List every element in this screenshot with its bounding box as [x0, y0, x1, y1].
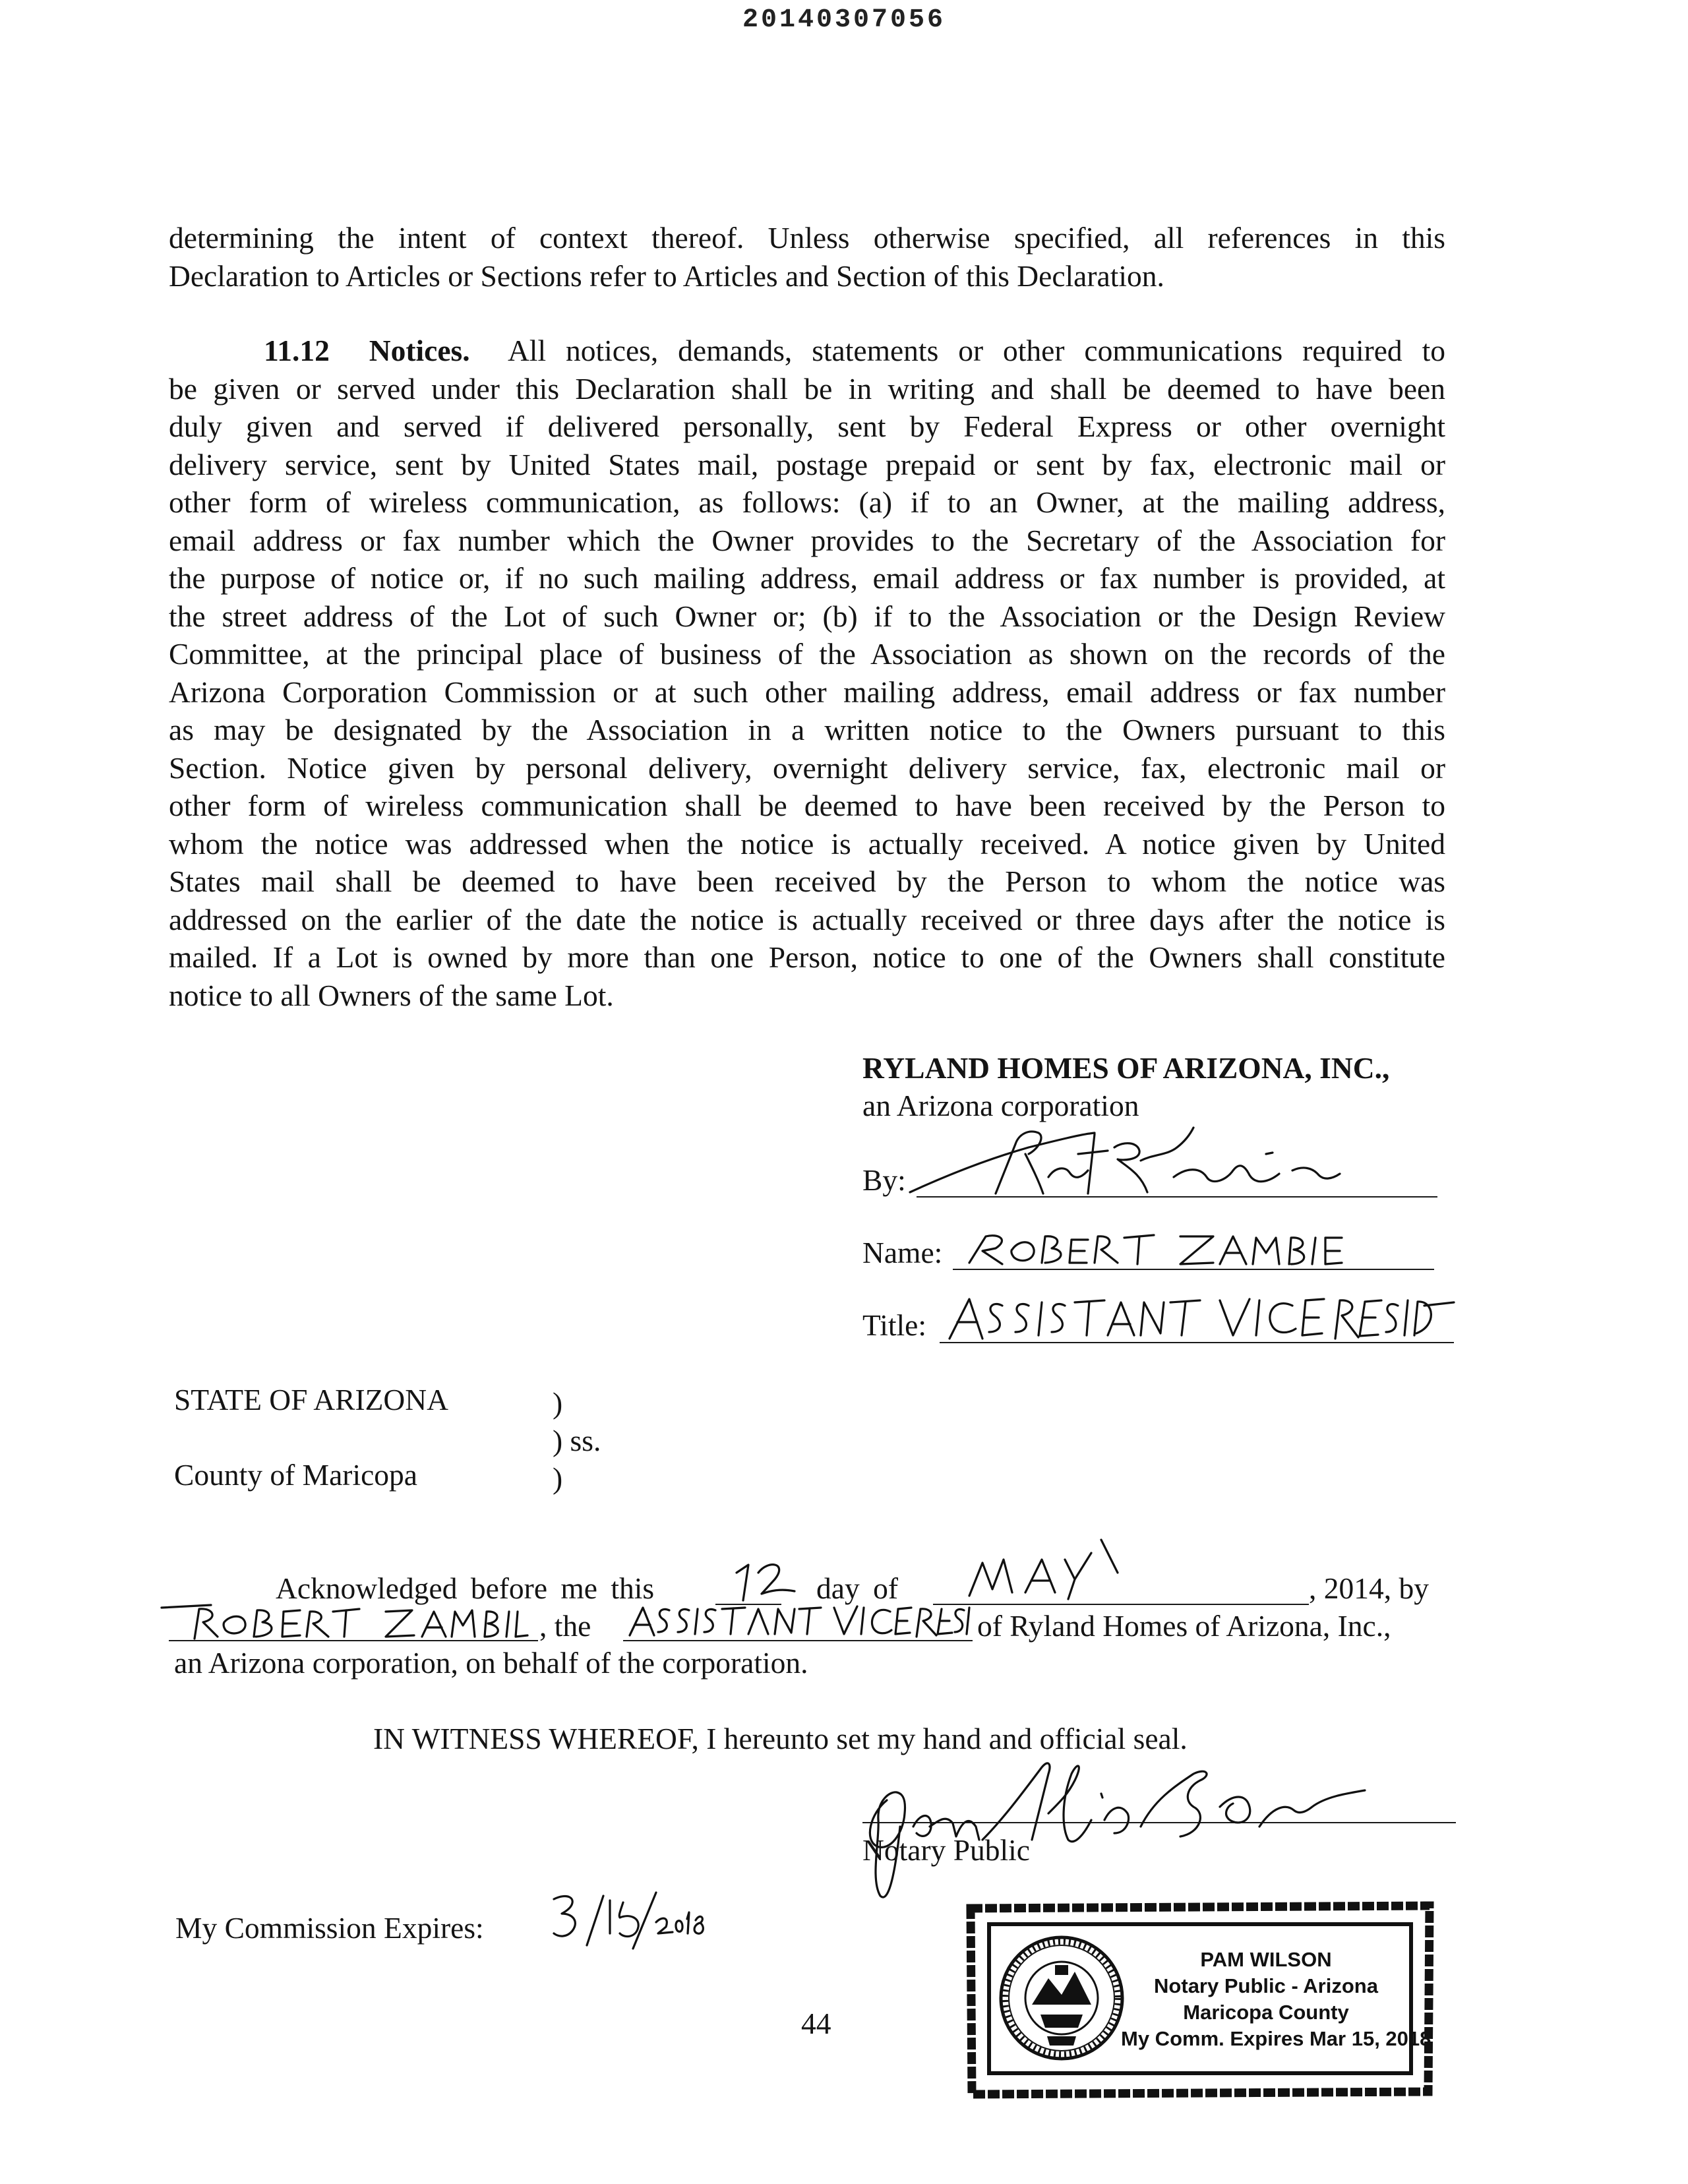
- by-signature-handwriting: [897, 1114, 1358, 1213]
- carryover-line: Declaration to Articles or Sections refer to Articles and Section of this Declaration.: [169, 258, 1164, 293]
- ack-month-handwriting: [963, 1533, 1160, 1606]
- section-line: be given or served under this Declaration shall be in writing and shall be deemed to have been: [169, 371, 1445, 406]
- ack-line3: an Arizona corporation, on behalf of the corporation.: [174, 1646, 808, 1680]
- venue-county: County of Maricopa: [174, 1458, 417, 1492]
- section-line: other form of wireless communication, as follows: (a) if to an Owner, at the mailing address,: [169, 485, 1445, 519]
- name-handwriting: [956, 1223, 1352, 1276]
- venue-paren-1: ): [553, 1386, 563, 1420]
- carryover-paragraph: [169, 219, 1445, 295]
- section-line: other form of wireless communication shall be deemed to have been received by the Person to: [169, 789, 1445, 822]
- section-line: the purpose of notice or, if no such mailing address, email address or fax number is provided, at: [169, 561, 1445, 595]
- page-number: 44: [801, 2007, 831, 2040]
- stamp-county: Maricopa County: [1183, 2001, 1349, 2024]
- ack-line1-start: Acknowledged before me this: [276, 1571, 655, 1605]
- ack-signer-name-handwriting: [158, 1589, 528, 1645]
- section-first-line-text: All notices, demands, statements or other communications required to: [507, 334, 1445, 367]
- section-line: whom the notice was addressed when the notice is actually received. A notice given by United: [169, 826, 1445, 861]
- section-first-line: [169, 332, 1445, 370]
- notary-public-label: Notary Public: [862, 1833, 1031, 1867]
- section-line: mailed. If a Lot is owned by more than one Person, notice to one of the Owners shall constitute: [169, 940, 1445, 974]
- state-seal-icon: [1001, 1937, 1122, 2059]
- section-line: Section. Notice given by personal delivery, overnight delivery service, fax, electronic mail or: [169, 750, 1445, 785]
- stamp-text-block: [1121, 1947, 1432, 2052]
- stamp-notary-title: Notary Public - Arizona: [1154, 1974, 1378, 1997]
- section-line: Arizona Corporation Commission or at such other mailing address, email address or fax number: [169, 675, 1445, 709]
- section-line: delivery service, sent by United States mail, postage prepaid or sent by fax, electronic mail or: [169, 447, 1445, 481]
- section-line: States mail shall be deemed to have been received by the Person to whom the notice was: [169, 864, 1445, 898]
- recording-number: 20140307056: [742, 5, 946, 35]
- stamp-expiration: My Comm. Expires Mar 15, 2018: [1121, 2027, 1432, 2050]
- venue-ss: ) ss.: [553, 1424, 601, 1457]
- venue-state: STATE OF ARIZONA: [174, 1383, 448, 1416]
- section-line: addressed on the earlier of the date the notice is actually received or three days after the notice is: [169, 902, 1445, 936]
- stamp-notary-name: PAM WILSON: [1200, 1948, 1332, 1971]
- section-number: 11.12: [264, 334, 330, 367]
- section-line: as may be designated by the Association in a written notice to the Owners pursuant to this: [169, 713, 1445, 746]
- ack-signer-title-handwriting: [626, 1596, 982, 1642]
- by-label: By:: [862, 1163, 906, 1197]
- witness-text: IN WITNESS WHEREOF, I hereunto set my hand and official seal.: [373, 1722, 1188, 1755]
- section-11-12-paragraph: [169, 332, 1445, 1014]
- section-title: Notices.: [369, 334, 470, 367]
- venue-paren-3: ): [553, 1461, 563, 1495]
- ack-line1-end: , 2014, by: [1309, 1571, 1429, 1605]
- ack-line2-end: of Ryland Homes of Arizona, Inc.,: [977, 1609, 1391, 1643]
- commission-label: My Commission Expires:: [175, 1911, 484, 1945]
- ack-line1-mid: day of: [816, 1571, 898, 1605]
- section-line: Committee, at the principal place of business of the Association as shown on the records of the: [169, 637, 1445, 671]
- section-line: the street address of the Lot of such Owner or; (b) if to the Association or the Design Review: [169, 599, 1445, 633]
- title-label: Title:: [862, 1308, 926, 1342]
- company-description: an Arizona corporation: [862, 1089, 1139, 1122]
- title-handwriting: [943, 1286, 1457, 1349]
- carryover-line: determining the intent of context thereof. Unless otherwise specified, all references in this: [169, 221, 1445, 255]
- section-line: email address or fax number which the Owner provides to the Secretary of the Association for: [169, 523, 1445, 557]
- commission-date-handwriting: [547, 1886, 706, 1958]
- notary-signature-handwriting: [851, 1728, 1444, 1912]
- company-name: RYLAND HOMES OF ARIZONA, INC.,: [862, 1051, 1390, 1085]
- ack-line2-the: , the: [539, 1609, 591, 1643]
- name-label: Name:: [862, 1236, 943, 1269]
- section-line: notice to all Owners of the same Lot.: [169, 978, 614, 1012]
- section-line: duly given and served if delivered personally, sent by Federal Express or other overnight: [169, 410, 1445, 443]
